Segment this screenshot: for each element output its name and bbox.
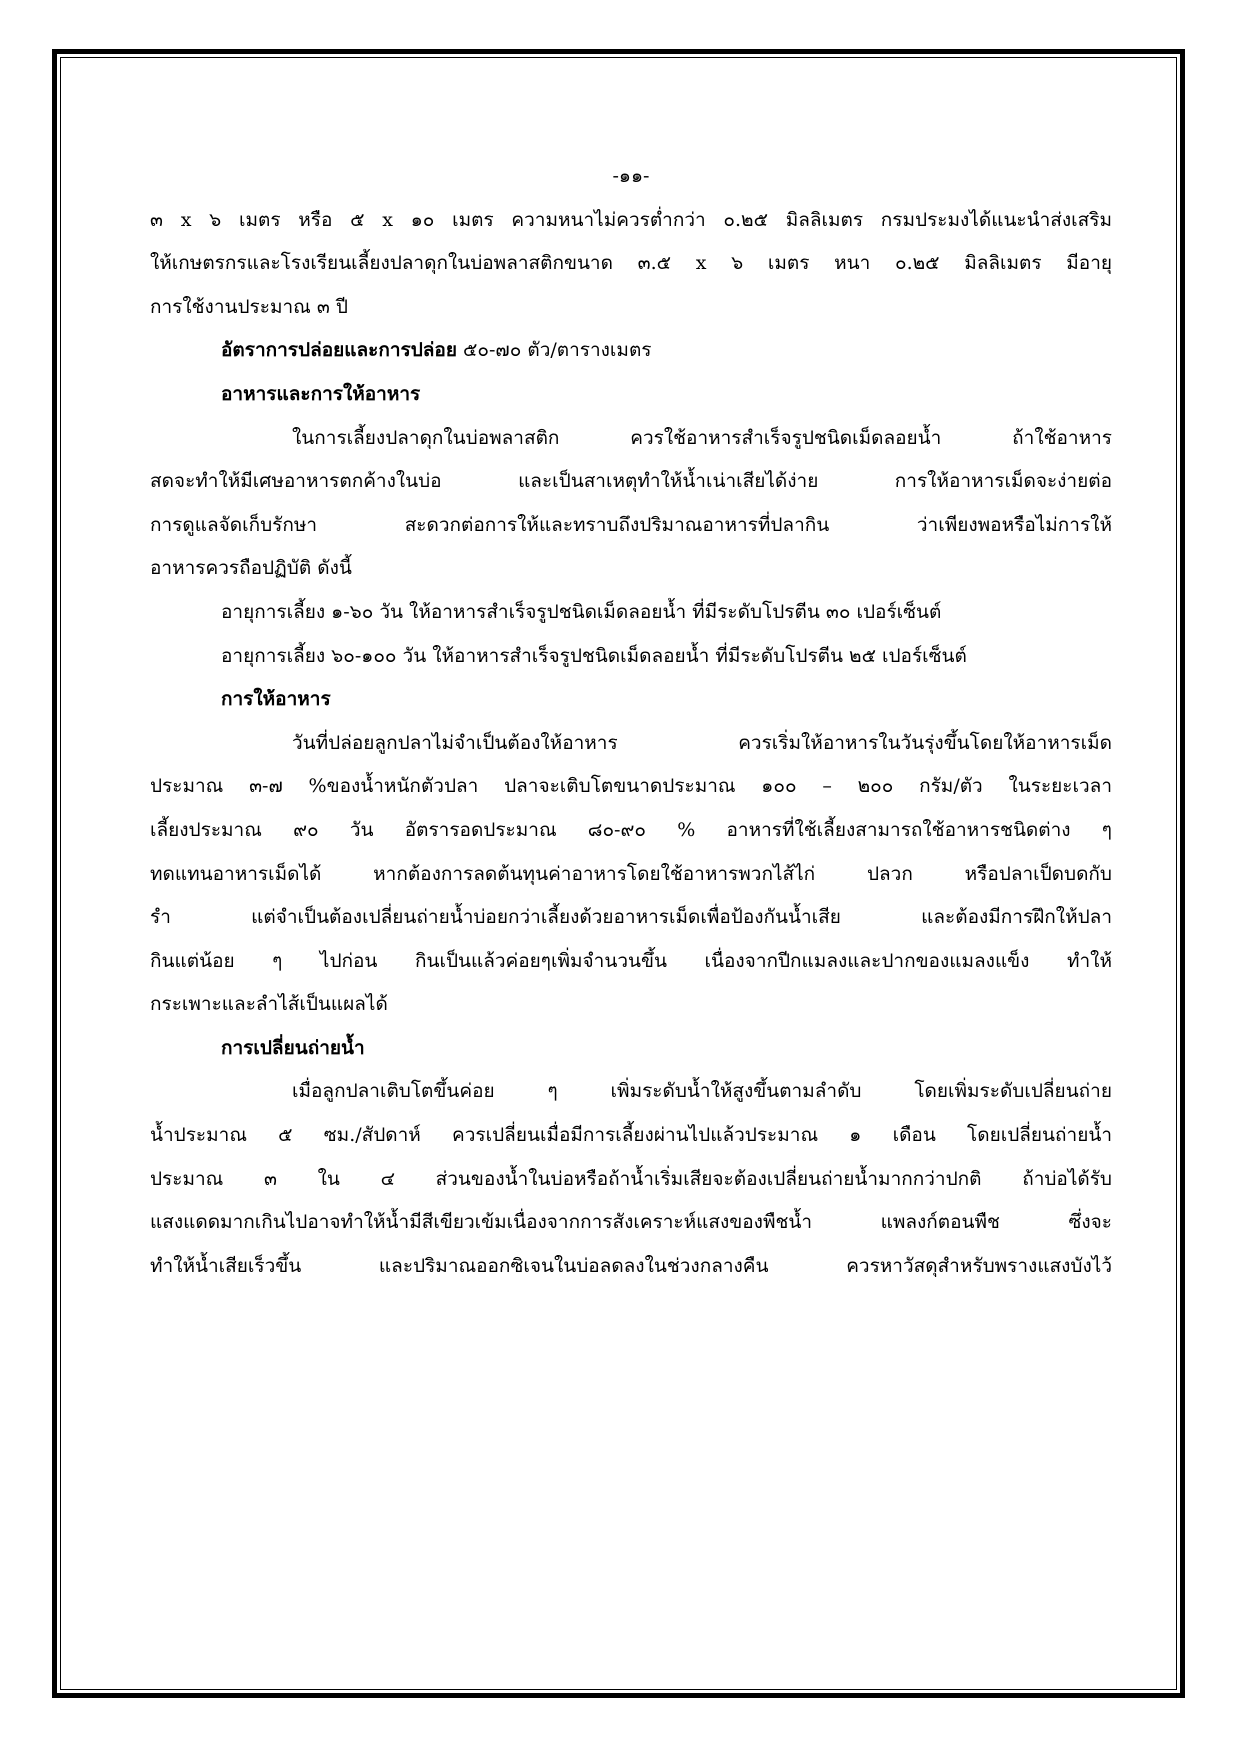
text-line: เมื่อลูกปลาเติบโตขึ้นค่อย ๆ เพิ่มระดับน้ำให้สูงขึ้นตามลำดับ โดยเพิ่มระดับเปลี่ยนถ่าย xyxy=(292,1080,1112,1103)
stocking-value: ๕๐-๗๐ ตัว/ตารางเมตร xyxy=(463,339,652,362)
stocking-line xyxy=(150,329,1112,373)
text-line: น้ำประมาณ ๕ ซม./สัปดาห์ ควรเปลี่ยนเมื่อมีการเลี้ยงผ่านไปแล้วประมาณ ๑ เดือน โดยเปลี่ยนถ่ายน้ำ xyxy=(150,1124,1112,1147)
section-heading-feeding: การให้อาหาร xyxy=(221,688,331,711)
text-line: วันที่ปล่อยลูกปลาไม่จำเป็นต้องให้อาหาร ควรเริ่มให้อาหารในวันรุ่งขึ้นโดยให้อาหารเม็ด xyxy=(292,731,1112,754)
document-body xyxy=(150,155,1112,1288)
text-line: ในการเลี้ยงปลาดุกในบ่อพลาสติก ควรใช้อาหารสำเร็จรูปชนิดเม็ดลอยน้ำ ถ้าใช้อาหาร xyxy=(292,426,1112,449)
text-line: การใช้งานประมาณ ๓ ปี xyxy=(150,295,348,318)
section-heading-feed: อาหารและการให้อาหาร xyxy=(221,382,421,405)
text-line: ประมาณ ๓ ใน ๔ ส่วนของน้ำในบ่อหรือถ้าน้ำเริ่มเสียจะต้องเปลี่ยนถ่ายน้ำมากกว่าปกติ ถ้าบ่อได้รับ xyxy=(150,1167,1112,1190)
text-line: อาหารควรถือปฏิบัติ ดังนี้ xyxy=(150,557,352,580)
section-heading-water: การเปลี่ยนถ่ายน้ำ xyxy=(221,1036,365,1059)
text-line: แสงแดดมากเกินไปอาจทำให้น้ำมีสีเขียวเข้มเนื่องจากการสังเคราะห์แสงของพืชน้ำ แพลงก์ตอนพืช ซึ่งจะ xyxy=(150,1211,1112,1234)
text-line: กระเพาะและลำไส้เป็นแผลได้ xyxy=(150,993,388,1016)
page-number: -๑๑- xyxy=(612,165,650,187)
text-line: ทำให้น้ำเสียเร็วขึ้น และปริมาณออกซิเจนในบ่อลดลงในช่วงกลางคืน ควรหาวัสดุสำหรับพรางแสงบังไว้ xyxy=(150,1254,1112,1277)
text-line: รำ แต่จำเป็นต้องเปลี่ยนถ่ายน้ำบ่อยกว่าเลี้ยงด้วยอาหารเม็ดเพื่อป้องกันน้ำเสีย และต้องมีการฝึกให้ปลา xyxy=(150,906,1112,929)
text-line: ให้เกษตรกรและโรงเรียนเลี้ยงปลาดุกในบ่อพลาสติกขนาด ๓.๕ x ๖ เมตร หนา ๐.๒๕ มิลลิเมตร มีอายุ xyxy=(150,252,1112,275)
text-line: กินแต่น้อย ๆ ไปก่อน กินเป็นแล้วค่อยๆเพิ่มจำนวนขึ้น เนื่องจากปีกแมลงและปากของแมลงแข็ง ทำให้ xyxy=(150,949,1112,972)
text-line: เลี้ยงประมาณ ๙๐ วัน อัตรารอดประมาณ ๘๐-๙๐ % อาหารที่ใช้เลี้ยงสามารถใช้อาหารชนิดต่าง ๆ xyxy=(150,818,1112,841)
text-line: ทดแทนอาหารเม็ดได้ หากต้องการลดต้นทุนค่าอาหารโดยใช้อาหารพวกไส้ไก่ ปลวก หรือปลาเป็ดบดกับ xyxy=(150,862,1112,885)
age-line: อายุการเลี้ยง ๖๐-๑๐๐ วัน ให้อาหารสำเร็จรูปชนิดเม็ดลอยน้ำ ที่มีระดับโปรตีน ๒๕ เปอร์เซ็นต์ xyxy=(221,644,967,667)
stocking-heading: อัตราการปล่อยและการปล่อย xyxy=(221,339,457,362)
text-line: การดูแลจัดเก็บรักษา สะดวกต่อการให้และทราบถึงปริมาณอาหารที่ปลากิน ว่าเพียงพอหรือไม่การให้ xyxy=(150,513,1112,536)
age-line: อายุการเลี้ยง ๑-๖๐ วัน ให้อาหารสำเร็จรูปชนิดเม็ดลอยน้ำ ที่มีระดับโปรตีน ๓๐ เปอร์เซ็นต์ xyxy=(221,600,942,623)
text-line: สดจะทำให้มีเศษอาหารตกค้างในบ่อ และเป็นสาเหตุทำให้น้ำเน่าเสียได้ง่าย การให้อาหารเม็ดจะง่ายต่อ xyxy=(150,470,1112,493)
text-line: ๓ x ๖ เมตร หรือ ๕ x ๑๐ เมตร ความหนาไม่ควรต่ำกว่า ๐.๒๕ มิลลิเมตร กรมประมงได้แนะนำส่งเสริม xyxy=(150,208,1112,231)
text-line: ประมาณ ๓-๗ %ของน้ำหนักตัวปลา ปลาจะเติบโตขนาดประมาณ ๑๐๐ – ๒๐๐ กรัม/ตัว ในระยะเวลา xyxy=(150,775,1112,798)
